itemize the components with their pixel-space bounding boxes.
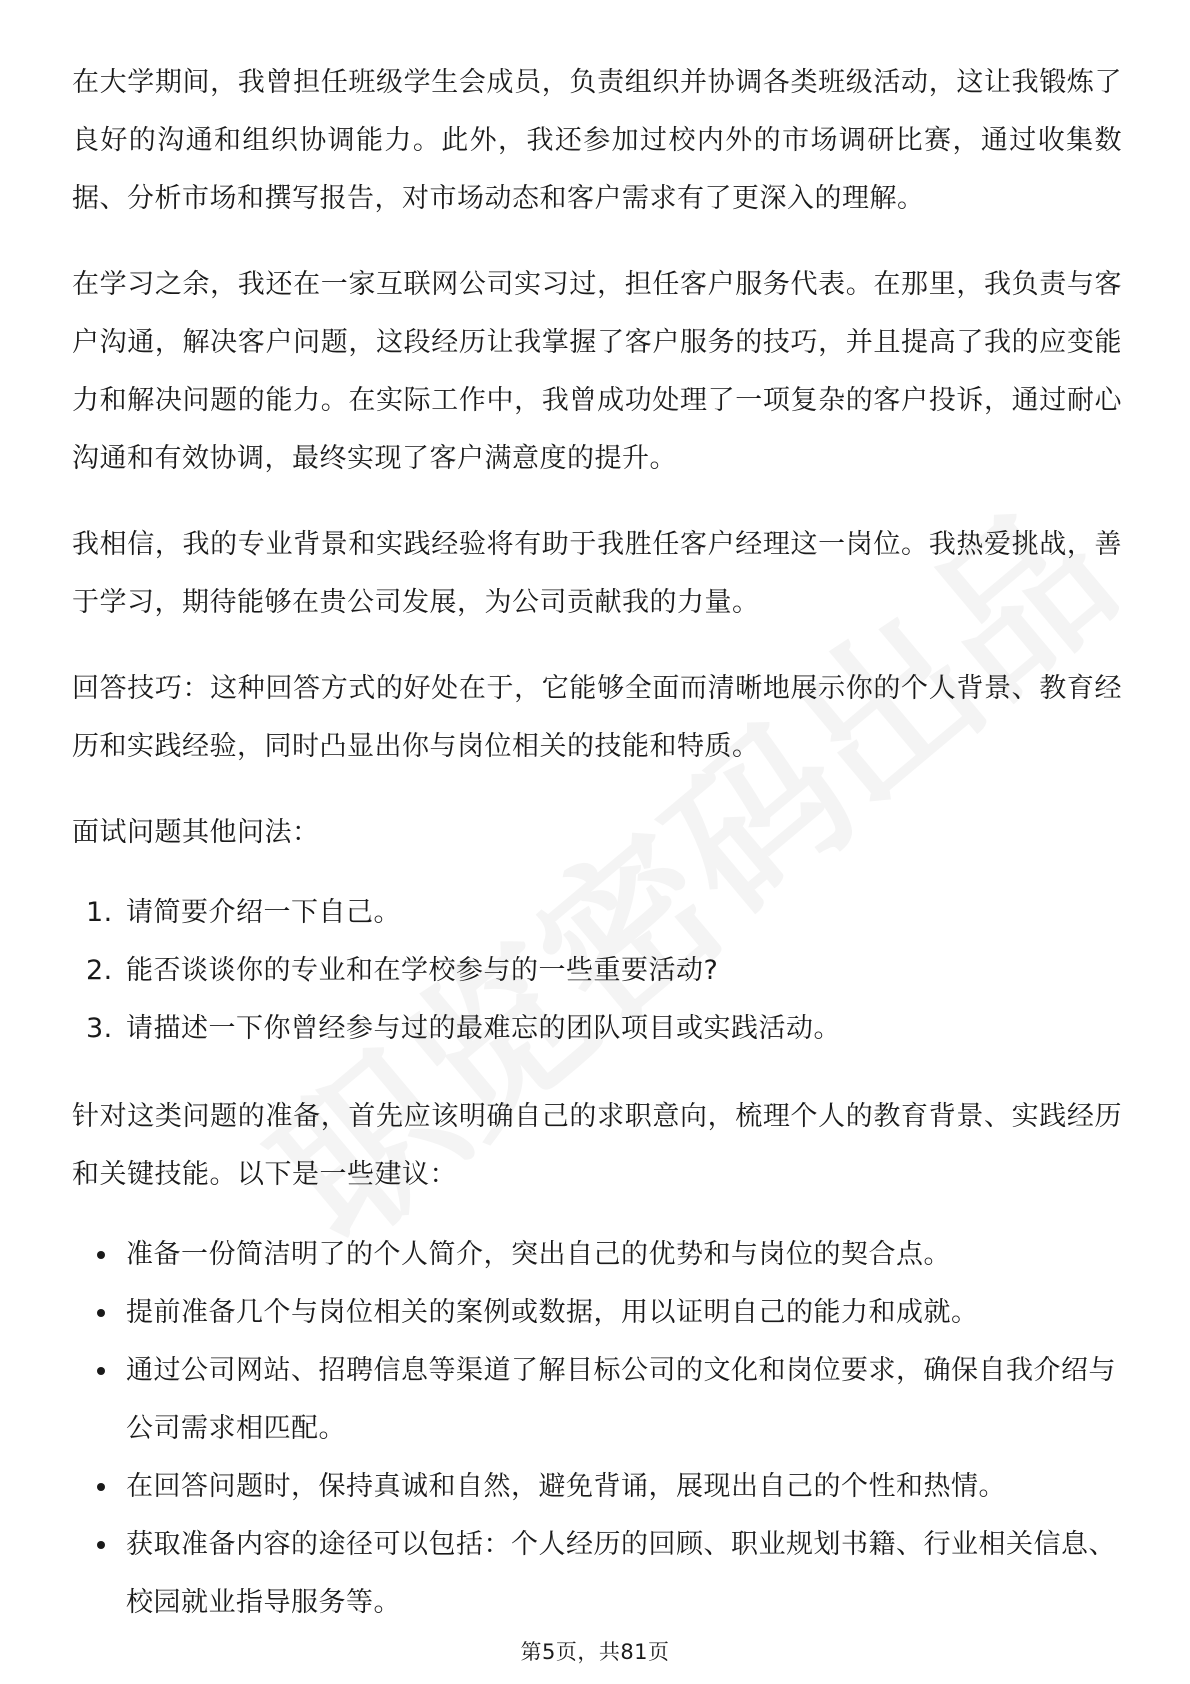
list-item (72, 1284, 1122, 1342)
list-item (72, 1458, 1122, 1516)
list-item-text: 请简要介绍一下自己。 (126, 897, 401, 928)
list-item-text: 通过公司网站、招聘信息等渠道了解目标公司的文化和岗位要求，确保自我介绍与公司需求相匹配。 (126, 1355, 1116, 1444)
bullet-icon (97, 1483, 105, 1491)
bullet-suggestion-list (72, 1226, 1122, 1632)
list-item (72, 1226, 1122, 1284)
paragraph-answer-tips: 回答技巧：这种回答方式的好处在于，它能够全面而清晰地展示你的个人背景、教育经历和实践经验，同时凸显出你与岗位相关的技能和特质。 (72, 673, 1122, 762)
list-item-text: 准备一份简洁明了的个人简介，突出自己的优势和与岗位的契合点。 (126, 1239, 951, 1270)
bullet-icon (97, 1367, 105, 1375)
bullet-icon (97, 1541, 105, 1549)
document-body (72, 54, 1122, 1632)
bullet-icon (97, 1251, 105, 1259)
list-item-text: 能否谈谈你的专业和在学校参与的一些重要活动? (126, 955, 719, 986)
list-number: 1. (86, 897, 113, 928)
list-item (72, 1342, 1122, 1458)
bullet-icon (97, 1309, 105, 1317)
paragraph-internship: 在学习之余，我还在一家互联网公司实习过，担任客户服务代表。在那里，我负责与客户沟通，解决客户问题，这段经历让我掌握了客户服务的技巧，并且提高了我的应变能力和解决问题的能力。在实际工作中，我曾成功处理了一项复杂的客户投诉，通过耐心沟通和有效协调，最终实现了客户满意度的提升。 (72, 269, 1122, 474)
paragraph-other-questions-heading: 面试问题其他问法： (72, 817, 320, 848)
paragraph-university-activities: 在大学期间，我曾担任班级学生会成员，负责组织并协调各类班级活动，这让我锻炼了良好的沟通和组织协调能力。此外，我还参加过校内外的市场调研比赛，通过收集数据、分析市场和撰写报告，对市场动态和客户需求有了更深入的理解。 (72, 67, 1122, 214)
list-item (72, 1516, 1122, 1632)
list-item (72, 942, 1122, 1000)
list-item-text: 提前准备几个与岗位相关的案例或数据，用以证明自己的能力和成就。 (126, 1297, 979, 1328)
list-item-text: 获取准备内容的途径可以包括：个人经历的回顾、职业规划书籍、行业相关信息、校园就业指导服务等。 (126, 1529, 1116, 1618)
list-number: 3. (86, 1013, 113, 1044)
list-number: 2. (86, 955, 113, 986)
list-item-text: 请描述一下你曾经参与过的最难忘的团队项目或实践活动。 (126, 1013, 841, 1044)
page-number-footer: 第5页，共81页 (520, 1640, 670, 1664)
list-item (72, 1000, 1122, 1058)
list-item-text: 在回答问题时，保持真诚和自然，避免背诵，展现出自己的个性和热情。 (126, 1471, 1006, 1502)
paragraph-preparation: 针对这类问题的准备，首先应该明确自己的求职意向，梳理个人的教育背景、实践经历和关键技能。以下是一些建议： (72, 1101, 1122, 1190)
numbered-question-list (72, 884, 1122, 1058)
paragraph-conclusion: 我相信，我的专业背景和实践经验将有助于我胜任客户经理这一岗位。我热爱挑战，善于学习，期待能够在贵公司发展，为公司贡献我的力量。 (72, 529, 1122, 618)
list-item (72, 884, 1122, 942)
